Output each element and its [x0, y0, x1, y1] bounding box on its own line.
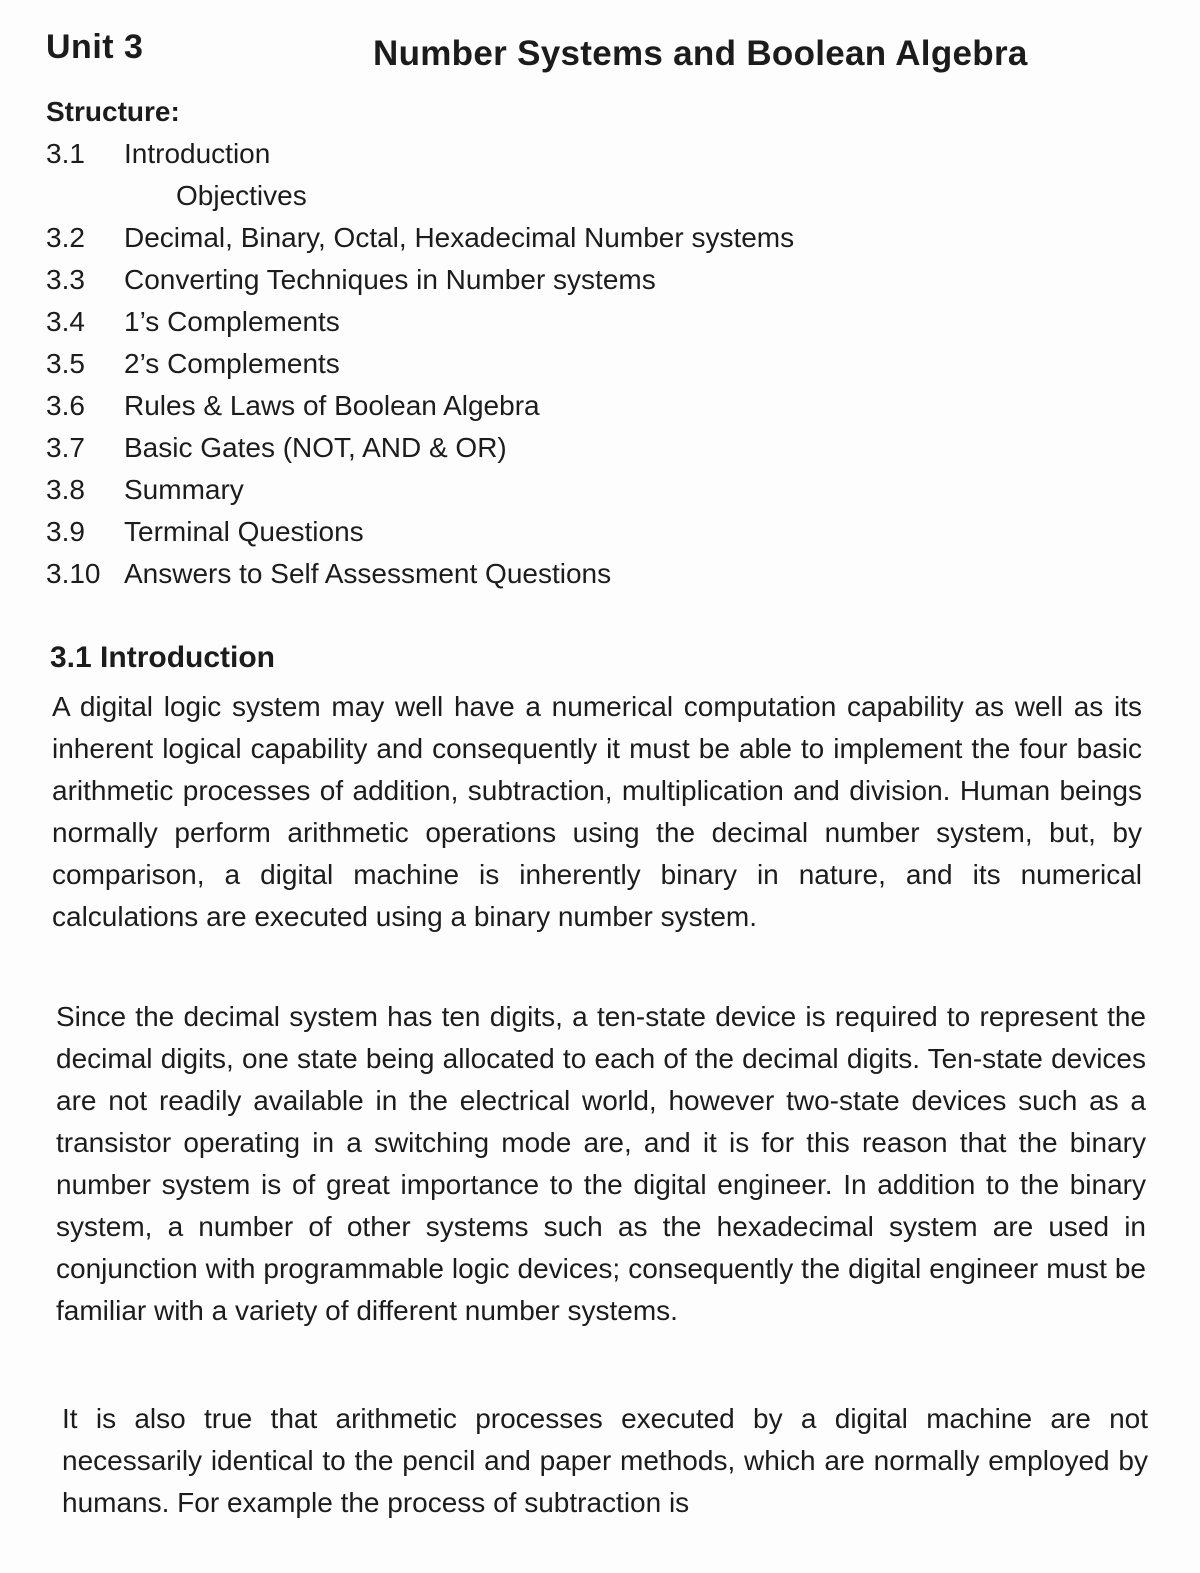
structure-item [46, 432, 946, 474]
structure-item-number: 3.9 [46, 516, 85, 547]
structure-item-text: Answers to Self Assessment Questions [124, 558, 612, 589]
unit-header [46, 28, 1116, 88]
unit-title: Number Systems and Boolean Algebra [373, 34, 1028, 73]
structure-item [46, 306, 946, 348]
structure-item-text: 1’s Complements [124, 306, 340, 337]
structure-item-number: 3.8 [46, 474, 85, 505]
unit-label: Unit 3 [46, 28, 144, 66]
structure-item-text: 2’s Complements [124, 348, 340, 379]
structure-item [46, 516, 946, 558]
structure-item-number: 3.5 [46, 348, 85, 379]
structure-item [46, 390, 946, 432]
structure-item-number: 3.4 [46, 306, 85, 337]
structure-item [46, 348, 946, 390]
structure-item [46, 558, 946, 600]
structure-item-number: 3.10 [46, 558, 101, 589]
structure-item-text: Basic Gates (NOT, AND & OR) [124, 432, 507, 463]
section-heading: 3.1 Introduction [50, 641, 275, 674]
structure-heading: Structure: [46, 96, 180, 127]
structure-item [46, 474, 946, 516]
structure-item-text: Summary [124, 474, 244, 505]
body-paragraph: A digital logic system may well have a numerical computation capability as well as its inherent logical capability and consequently it must be able to implement the four basic arithmetic processes of addition, subtraction, multiplication and division. Human beings normally perform arithmetic operations using the decimal number system, but, by comparison, a digital machine is inherently binary in nature, and its numerical calculations are executed using a binary number system. [52, 691, 1142, 932]
structure-item-text: Converting Techniques in Number systems [124, 264, 656, 295]
structure-item [46, 138, 946, 180]
structure-item-text: Rules & Laws of Boolean Algebra [124, 390, 540, 421]
structure-item-number: 3.1 [46, 138, 85, 169]
structure-item [46, 264, 946, 306]
structure-item-number: 3.2 [46, 222, 85, 253]
structure-item-text: Objectives [176, 180, 307, 211]
structure-item-number: 3.6 [46, 390, 85, 421]
structure-item [46, 222, 946, 264]
structure-item-number: 3.3 [46, 264, 85, 295]
structure-subitem [46, 180, 946, 222]
structure-item-text: Decimal, Binary, Octal, Hexadecimal Number systems [124, 222, 795, 253]
structure-item-number: 3.7 [46, 432, 85, 463]
structure-item-text: Terminal Questions [124, 516, 364, 547]
structure-item-text: Introduction [124, 138, 271, 169]
body-paragraph: Since the decimal system has ten digits, a ten-state device is required to represent the decimal digits, one state being allocated to each of the decimal digits. Ten-state devices are not readily available in the electrical world, however two-state devices such as a transistor operating in a switching mode are, and it is for this reason that the binary number system is of great importance to the digital engineer. In addition to the binary system, a number of other systems such as the hexadecimal system are used in conjunction with programmable logic devices; consequently the digital engineer must be familiar with a variety of different number systems. [56, 1001, 1146, 1326]
structure-list [46, 138, 946, 600]
body-paragraph: It is also true that arithmetic processes executed by a digital machine are not necessarily identical to the pencil and paper methods, which are normally employed by humans. For example the process of subtraction is [62, 1403, 1148, 1518]
